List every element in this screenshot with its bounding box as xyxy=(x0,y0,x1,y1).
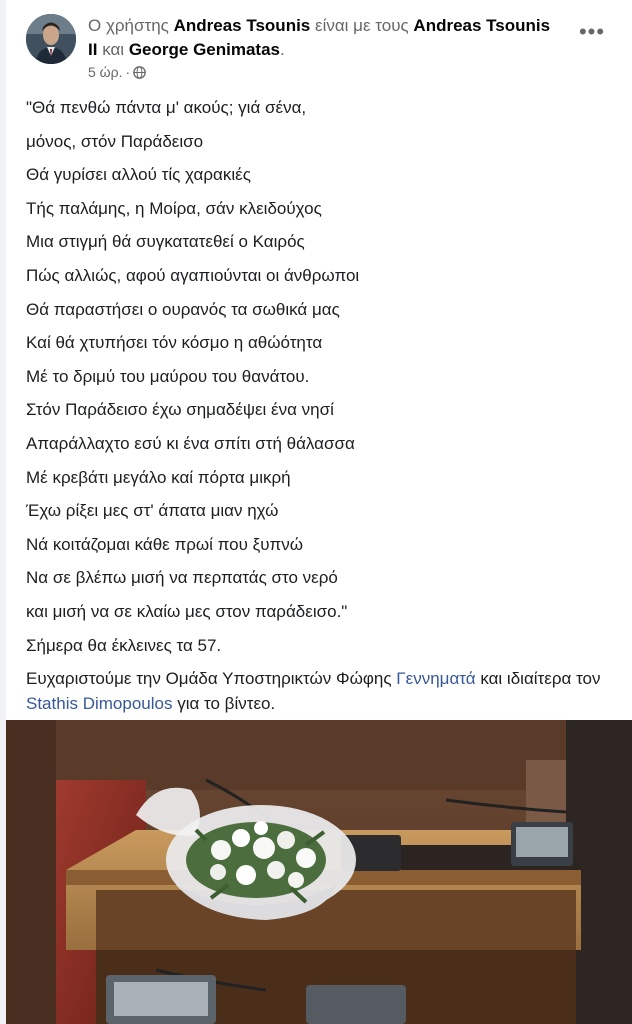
tagged-user-2-link[interactable]: George Genimatas xyxy=(128,40,280,59)
author-name-link[interactable]: Andreas Tsounis xyxy=(173,16,311,35)
poem-line: μόνος, στόν Παράδεισο xyxy=(26,131,204,151)
globe-icon[interactable] xyxy=(133,66,146,79)
thanks-paragraph xyxy=(26,666,626,716)
thanks-text-3: για το βίντεο. xyxy=(177,694,276,714)
more-options-button[interactable]: ••• xyxy=(578,19,606,44)
poem-line: Θά παραστήσει ο ουρανός τα σωθικά μας xyxy=(26,299,340,319)
poem-line: Μέ το δριμύ του μαύρου του θανάτου. xyxy=(26,366,310,386)
author-avatar[interactable] xyxy=(26,14,76,64)
avatar-photo xyxy=(26,14,76,64)
poem-line: Θά γυρίσει αλλού τίς χαρακιές xyxy=(26,165,251,185)
gennimata-link[interactable]: Γεννηματά xyxy=(396,669,476,689)
author-line xyxy=(88,14,558,62)
post-photo[interactable] xyxy=(6,720,632,1024)
post-header xyxy=(6,0,632,90)
conjunction-text: και xyxy=(102,40,125,59)
post-meta xyxy=(88,64,146,80)
poem-line: Μέ κρεβάτι μεγάλο καί πόρτα μικρή xyxy=(26,467,291,487)
poem-line: και μισή να σε κλαίω μες στον παράδεισο." xyxy=(26,601,348,621)
poem-line: Τής παλάμης, η Μοίρα, σάν κλειδούχος xyxy=(26,198,322,218)
with-text: είναι με τους xyxy=(314,16,409,35)
post-text xyxy=(26,91,626,716)
poem-line: Απαράλλαχτο εσύ κι ένα σπίτι στή θάλασσα xyxy=(26,433,355,453)
thanks-text-2: και ιδιαίτερα τον xyxy=(480,669,601,689)
meta-separator: · xyxy=(125,64,131,80)
thanks-text-1: Ευχαριστούμε την Ομάδα Υποστηρικτών Φώφης xyxy=(26,669,392,689)
poem-line: Στόν Παράδεισο έχω σημαδέψει ένα νησί xyxy=(26,400,334,420)
facebook-post xyxy=(6,0,632,1024)
poem-line: Να σε βλέπω μισή να περπατάς στο νερό xyxy=(26,568,338,588)
author-prefix: Ο χρήστης xyxy=(88,16,169,35)
author-suffix: . xyxy=(280,40,285,59)
poem-line: Πώς αλλιώς, αφού αγαπιούνται οι άνθρωποι xyxy=(26,265,360,285)
tagged-user-1-link[interactable]: Andreas Tsounis II xyxy=(88,16,551,59)
poem-line: "Θά πενθώ πάντα μ' ακούς; γιά σένα, xyxy=(26,98,307,117)
poem-line: Νά κοιτάζομαι κάθε πρωί που ξυπνώ xyxy=(26,534,304,554)
post-timestamp-link[interactable]: 5 ώρ. xyxy=(88,64,123,80)
bouquet-on-desk-image xyxy=(6,720,632,1024)
poem-line: Σήμερα θα έκλεινες τα 57. xyxy=(26,635,222,655)
stathis-dimopoulos-link[interactable]: Stathis Dimopoulos xyxy=(26,694,173,714)
poem-line: Έχω ρίξει μες στ' άπατα μιαν ηχώ xyxy=(26,501,279,521)
poem-line: Μια στιγμή θά συγκατατεθεί ο Καιρός xyxy=(26,232,305,252)
poem-line: Καί θά χτυπήσει τόν κόσμο η αθώότητα xyxy=(26,333,323,353)
